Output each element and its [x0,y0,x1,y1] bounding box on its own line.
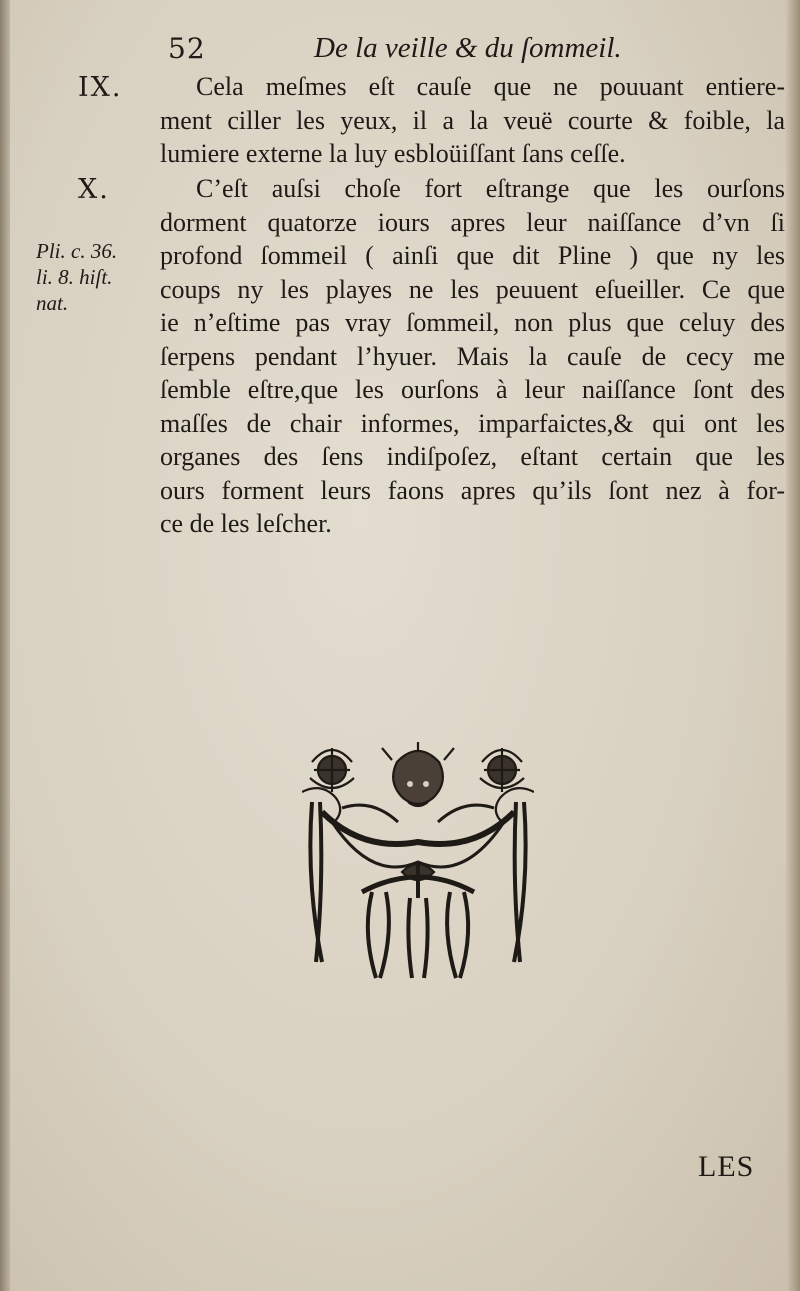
paragraph-x [160,172,785,541]
paragraph-line: lumiere externe la luy esbloüiſſant ſans ceſſe. [160,139,626,168]
paragraph-ix [160,70,785,171]
paragraph-line: ment ciller les yeux, il a la veuë courte & foible, la [160,105,785,135]
running-title: De la veille & du ſommeil. [314,32,622,64]
paragraph-line: C’eſt auſsi choſe fort eſtrange que les ourſons [196,174,785,203]
paragraph-line: maſſes de chair informes, imparfaictes,& qui ont les [160,408,785,438]
section-number-ix: IX. [78,72,123,103]
paragraph-line: Cela meſmes eſt cauſe que ne pouuant entiere- [196,72,785,101]
paragraph-line: ſerpens pendant l’hyuer. Mais la cauſe de cecy me [160,341,785,371]
marginal-note [36,238,156,316]
paragraph-line: ce de les leſcher. [160,509,332,538]
marginal-note-line: nat. [36,291,69,315]
page-gutter-shadow [0,0,10,1291]
marginal-note-line: Pli. c. 36. [36,239,118,263]
marginal-note-line: li. 8. hiſt. [36,265,113,289]
paragraph-line: profond ſommeil ( ainſi que dit Pline ) que ny les [160,241,785,270]
paragraph-line: dorment quatorze iours apres leur naiſſance d’vn ſi [160,207,785,237]
catchword: LES [698,1150,755,1183]
paragraph-line: ſemble eſtre,que les ourſons à leur naiſſance ſont des [160,375,785,404]
paragraph-line: coups ny les playes ne les peuuent eſueiller. Ce que [160,274,785,304]
page-number: 52 [168,32,206,65]
page-header [168,32,668,72]
page-edge-shadow [786,0,800,1291]
section-number-x: X. [78,174,110,205]
woodcut-ornament-icon [302,742,534,982]
paragraph-line: organes des ſens indiſpoſez, eſtant certain que les [160,442,785,471]
paragraph-line: ie n’eſtime pas vray ſommeil, non plus que celuy des [160,308,785,337]
cherub-head-icon [382,742,454,806]
paragraph-line: ours forment leurs faons apres qu’ils ſont nez à for- [160,475,785,505]
